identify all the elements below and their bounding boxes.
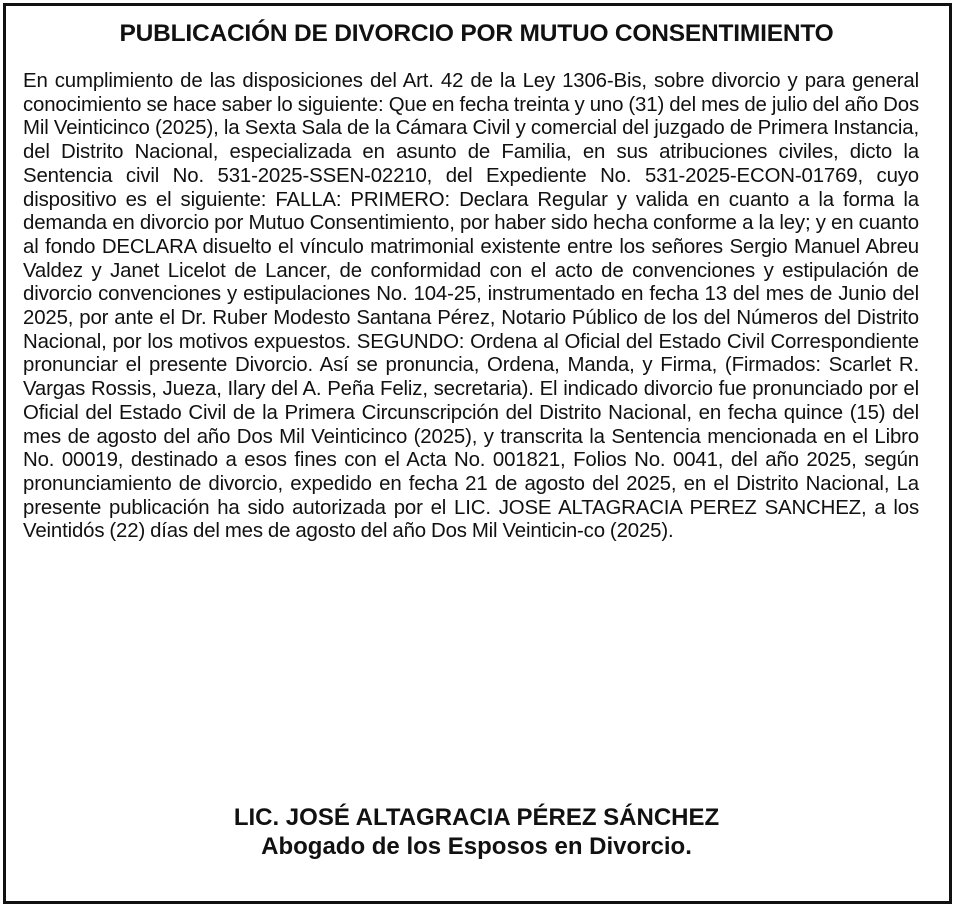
signature-block bbox=[0, 803, 953, 861]
notice-body: En cumplimiento de las disposiciones del Art. 42 de la Ley 1306-Bis, sobre divorcio y para general conocimiento se hace saber lo siguiente: Que en fecha treinta y uno (31) del mes de julio del año Dos Mil Veinticinco (2025), la Sexta Sala de la Cámara Civil y comercial del juzgado de Primera Instancia, del Distrito Nacional, especializada en asunto de Familia, en sus atribuciones civiles, dicto la Sentencia civil No. 531-2025-SSEN-02210, del Expediente No. 531-2025-ECON-01769, cuyo dispositivo es el siguiente: FALLA: PRIMERO: Declara Regular y valida en cuanto a la forma la demanda en divorcio por Mutuo Consentimiento, por haber sido hecha conforme a la ley; y en cuanto al fondo DECLARA disuelto el vínculo matrimonial existente entre los señores Sergio Manuel Abreu Valdez y Janet Licelot de Lancer, de conformidad con el acto de convenciones y estipulación de divorcio convenciones y estipulaciones No. 104-25, instrumentado en fecha 13 del mes de Junio del 2025, por ante el Dr. Ruber Modesto Santana Pérez, Notario Público de los del Números del Distrito Nacional, por los motivos expuestos. SEGUNDO: Ordena al Oficial del Estado Civil Correspondiente pronunciar el presente Divorcio. Así se pronuncia, Ordena, Manda, y Firma, (Firmados: Scarlet R. Vargas Rossis, Jueza, Ilary del A. Peña Feliz, secretaria). El indicado divorcio fue pronunciado por el Oficial del Estado Civil de la Primera Circunscripción del Distrito Nacional, en fecha quince (15) del mes de agosto del año Dos Mil Veinticinco (2025), y transcrita la Sentencia mencionada en el Libro No. 00019, destinado a esos fines con el Acta No. 001821, Folios No. 0041, del año 2025, según pronunciamiento de divorcio, expedido en fecha 21 de agosto del 2025, en el Distrito Nacional, La presente publicación ha sido autorizada por el LIC. JOSE ALTAGRACIA PEREZ SANCHEZ, a los Veintidós (22) días del mes de agosto del año Dos Mil Veinticin-co (2025). bbox=[23, 70, 919, 543]
notice-title: PUBLICACIÓN DE DIVORCIO POR MUTUO CONSENTIMIENTO bbox=[119, 20, 834, 47]
signature-role: Abogado de los Esposos en Divorcio. bbox=[261, 833, 692, 860]
signature-name: LIC. JOSÉ ALTAGRACIA PÉREZ SÁNCHEZ bbox=[233, 804, 720, 831]
